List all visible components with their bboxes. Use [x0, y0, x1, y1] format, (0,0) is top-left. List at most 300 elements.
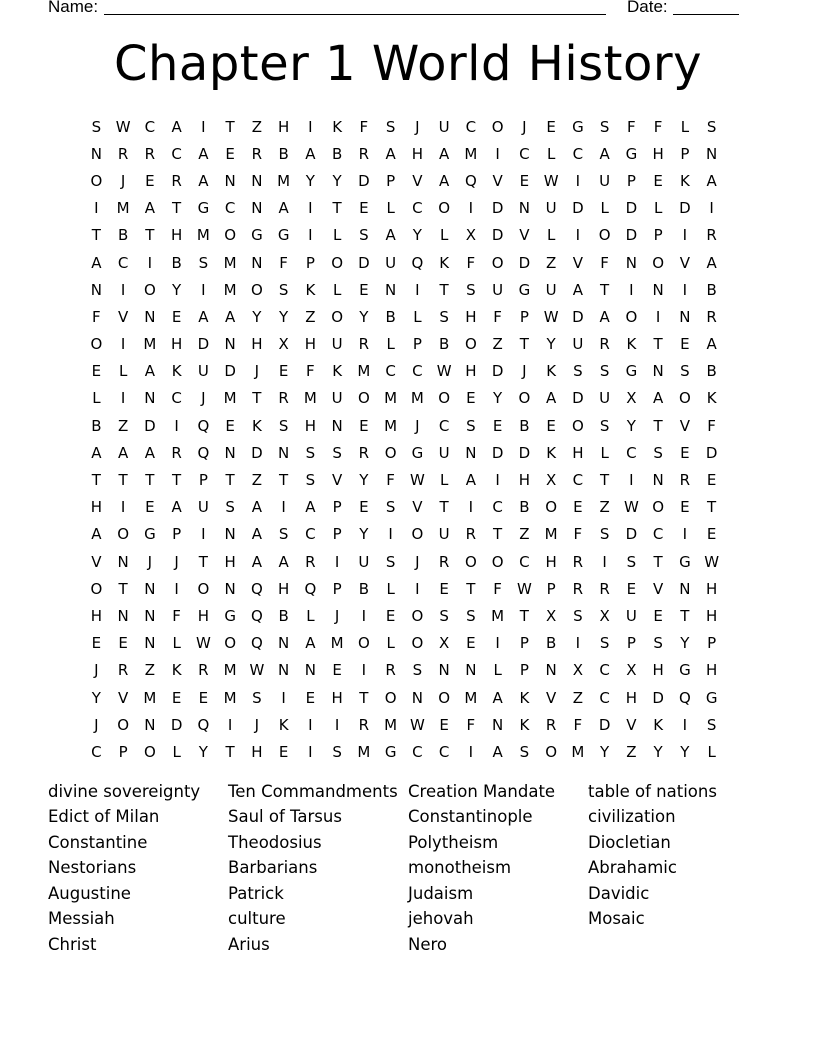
word-item: Nestorians: [48, 858, 137, 878]
grid-letter: I: [415, 579, 420, 598]
grid-letter: I: [468, 199, 474, 218]
grid-letter: E: [706, 525, 717, 544]
word-item: Augustine: [48, 883, 131, 903]
grid-letter: T: [91, 471, 101, 490]
grid-letter: R: [706, 226, 717, 245]
grid-letter: P: [546, 579, 556, 598]
grid-letter: C: [492, 498, 503, 517]
grid-letter: F: [306, 362, 315, 381]
grid-letter: E: [278, 362, 289, 381]
grid-letter: A: [305, 144, 316, 163]
grid-letter: G: [197, 199, 210, 218]
grid-letter: A: [385, 144, 396, 163]
grid-letter: N: [385, 280, 397, 299]
grid-letter: S: [466, 280, 476, 299]
grid-letter: C: [438, 416, 450, 435]
grid-letter: B: [385, 307, 396, 326]
grid-letter: Y: [412, 226, 422, 245]
grid-letter: T: [198, 552, 208, 571]
grid-letter: O: [545, 498, 558, 517]
grid-letter: Y: [91, 688, 101, 707]
grid-letter: F: [466, 253, 476, 272]
grid-letter: R: [358, 715, 370, 734]
grid-letter: T: [332, 199, 342, 218]
word-list-row: [48, 830, 768, 856]
grid-letter: G: [625, 362, 638, 381]
grid-letter: F: [493, 579, 502, 598]
grid-letter: R: [679, 471, 691, 490]
grid-letter: H: [411, 144, 424, 163]
grid-letter: M: [464, 688, 478, 707]
grid-letter: S: [573, 606, 583, 625]
grid-letter: E: [706, 471, 717, 490]
grid-letter: V: [412, 171, 423, 190]
grid-letter: I: [201, 525, 206, 544]
grid-letter: A: [305, 498, 316, 517]
grid-letter: I: [361, 661, 367, 680]
grid-letter: L: [546, 144, 556, 163]
grid-letter: R: [358, 443, 370, 462]
grid-letter: T: [225, 117, 235, 136]
grid-letter: W: [704, 552, 720, 571]
word-item: Edict of Milan: [48, 807, 160, 827]
grid-letter: Q: [464, 171, 477, 190]
grid-letter: T: [439, 498, 449, 517]
grid-letter: V: [679, 253, 690, 272]
grid-letter: B: [117, 226, 129, 245]
grid-letter: E: [626, 579, 637, 598]
grid-letter: H: [331, 688, 343, 707]
grid-letter: O: [545, 742, 558, 761]
grid-letter: D: [144, 416, 156, 435]
grid-letter: V: [492, 171, 503, 190]
grid-letter: N: [652, 362, 664, 381]
grid-letter: Y: [305, 171, 315, 190]
grid-letter: S: [599, 634, 610, 653]
grid-letter: D: [358, 253, 370, 272]
grid-letter: M: [116, 199, 130, 218]
grid-letter: O: [331, 307, 344, 326]
grid-letter: T: [680, 606, 690, 625]
grid-letter: J: [94, 715, 99, 734]
grid-letter: E: [359, 416, 369, 435]
grid-letter: Y: [252, 307, 262, 326]
grid-letter: D: [491, 443, 504, 462]
grid-letter: O: [438, 199, 451, 218]
grid-letter: H: [251, 742, 263, 761]
grid-letter: L: [680, 117, 690, 136]
grid-letter: C: [385, 362, 396, 381]
grid-letter: T: [519, 335, 529, 354]
grid-letter: M: [464, 144, 478, 163]
grid-letter: S: [573, 362, 583, 381]
grid-row: [83, 167, 744, 194]
grid-letter: K: [519, 715, 530, 734]
grid-letter: O: [384, 688, 397, 707]
grid-letter: C: [91, 742, 102, 761]
grid-letter: U: [358, 552, 370, 571]
grid-letter: O: [143, 280, 156, 299]
grid-letter: B: [519, 498, 530, 517]
grid-letter: H: [625, 688, 638, 707]
word-item: Theodosius: [228, 832, 322, 852]
grid-letter: K: [546, 362, 557, 381]
grid-letter: J: [254, 715, 260, 734]
grid-letter: E: [225, 416, 235, 435]
grid-letter: W: [409, 715, 425, 734]
grid-letter: D: [679, 199, 691, 218]
grid-letter: H: [572, 443, 584, 462]
grid-letter: O: [384, 443, 397, 462]
grid-letter: R: [385, 661, 396, 680]
grid-letter: H: [277, 117, 290, 136]
grid-letter: M: [410, 389, 424, 408]
grid-letter: S: [278, 525, 289, 544]
grid-letter: X: [278, 335, 289, 354]
grid-letter: E: [359, 280, 369, 299]
grid-letter: A: [278, 552, 289, 571]
grid-letter: Y: [332, 171, 342, 190]
grid-letter: I: [629, 471, 634, 490]
word-item: monotheism: [408, 858, 512, 878]
grid-letter: S: [385, 498, 396, 517]
grid-letter: T: [225, 742, 235, 761]
grid-letter: O: [357, 634, 370, 653]
grid-letter: R: [251, 144, 263, 163]
grid-letter: Q: [411, 253, 424, 272]
grid-letter: V: [572, 253, 583, 272]
grid-letter: Q: [197, 416, 210, 435]
grid-letter: W: [195, 634, 211, 653]
grid-letter: R: [438, 552, 450, 571]
grid-letter: I: [120, 280, 126, 299]
grid-letter: O: [625, 307, 638, 326]
grid-letter: N: [90, 280, 102, 299]
grid-letter: N: [706, 144, 718, 163]
grid-letter: C: [599, 661, 610, 680]
grid-letter: E: [680, 443, 690, 462]
grid-letter: C: [519, 144, 530, 163]
grid-letter: B: [706, 362, 717, 381]
grid-letter: G: [679, 552, 691, 571]
grid-letter: N: [625, 253, 637, 272]
grid-letter: K: [546, 443, 557, 462]
grid-letter: W: [623, 498, 639, 517]
grid-letter: P: [626, 634, 636, 653]
word-item: civilization: [588, 807, 676, 827]
grid-letter: M: [277, 171, 291, 190]
grid-letter: X: [599, 606, 610, 625]
grid-letter: I: [575, 634, 581, 653]
grid-letter: O: [652, 498, 665, 517]
grid-letter: Y: [279, 307, 289, 326]
grid-letter: N: [411, 688, 423, 707]
grid-row: [83, 303, 744, 330]
grid-letter: T: [600, 471, 610, 490]
grid-letter: I: [388, 525, 393, 544]
grid-letter: C: [438, 742, 450, 761]
grid-letter: G: [224, 606, 236, 625]
grid-letter: D: [197, 335, 210, 354]
grid-letter: R: [358, 335, 370, 354]
grid-row: [83, 602, 744, 629]
grid-letter: S: [278, 416, 289, 435]
grid-letter: Q: [197, 715, 210, 734]
word-list-row: [48, 881, 768, 907]
grid-letter: I: [308, 715, 313, 734]
grid-letter: M: [491, 606, 505, 625]
grid-letter: S: [305, 471, 316, 490]
grid-letter: H: [705, 606, 718, 625]
grid-letter: T: [118, 579, 128, 598]
grid-letter: F: [573, 715, 583, 734]
grid-letter: G: [144, 525, 156, 544]
word-item: Davidic: [588, 883, 650, 903]
grid-letter: O: [90, 171, 103, 190]
grid-letter: N: [518, 199, 530, 218]
grid-letter: O: [411, 525, 424, 544]
grid-letter: M: [384, 715, 398, 734]
grid-letter: G: [518, 280, 531, 299]
grid-letter: A: [706, 171, 717, 190]
grid-letter: Y: [626, 416, 636, 435]
grid-letter: M: [223, 688, 237, 707]
grid-letter: E: [278, 742, 289, 761]
grid-letter: F: [493, 307, 502, 326]
grid-letter: N: [679, 579, 691, 598]
grid-letter: A: [171, 117, 182, 136]
grid-letter: I: [281, 498, 286, 517]
grid-letter: P: [519, 634, 529, 653]
grid-letter: F: [466, 715, 476, 734]
grid-letter: A: [706, 253, 717, 272]
grid-letter: W: [436, 362, 452, 381]
grid-letter: O: [518, 389, 531, 408]
grid-letter: U: [197, 362, 209, 381]
grid-row: [83, 140, 744, 167]
grid-letter: L: [172, 742, 181, 761]
grid-letter: I: [575, 226, 581, 245]
grid-letter: X: [572, 661, 584, 680]
grid-letter: I: [709, 199, 714, 218]
grid-row: [83, 276, 744, 303]
word-item: Creation Mandate: [408, 781, 556, 801]
grid-letter: E: [171, 307, 182, 326]
grid-letter: H: [170, 226, 183, 245]
grid-letter: D: [572, 199, 584, 218]
grid-letter: V: [626, 715, 637, 734]
grid-letter: M: [330, 634, 344, 653]
grid-letter: Y: [600, 742, 610, 761]
grid-letter: D: [224, 362, 236, 381]
grid-letter: R: [572, 552, 584, 571]
word-item: Constantine: [48, 832, 148, 852]
grid-letter: D: [491, 362, 504, 381]
grid-letter: Y: [546, 335, 556, 354]
grid-letter: Y: [198, 742, 208, 761]
grid-letter: B: [171, 253, 182, 272]
grid-letter: I: [120, 389, 126, 408]
grid-letter: I: [227, 715, 233, 734]
grid-letter: U: [385, 253, 397, 272]
grid-letter: C: [305, 525, 316, 544]
grid-letter: Y: [359, 307, 369, 326]
word-item: Mosaic: [588, 909, 645, 929]
grid-letter: P: [626, 171, 636, 190]
grid-letter: P: [680, 144, 690, 163]
grid-letter: J: [415, 416, 420, 435]
grid-letter: M: [357, 742, 371, 761]
grid-letter: M: [223, 253, 237, 272]
grid-letter: D: [598, 715, 611, 734]
name-blank-line: [104, 14, 606, 15]
grid-letter: N: [144, 715, 156, 734]
grid-letter: N: [90, 144, 102, 163]
grid-letter: S: [599, 117, 610, 136]
grid-letter: T: [359, 688, 369, 707]
grid-letter: S: [680, 362, 690, 381]
grid-letter: K: [519, 688, 530, 707]
grid-letter: N: [117, 552, 129, 571]
grid-letter: R: [117, 661, 129, 680]
grid-letter: I: [361, 606, 367, 625]
grid-row: [83, 494, 744, 521]
grid-letter: A: [198, 144, 209, 163]
grid-letter: Z: [626, 742, 637, 761]
grid-letter: J: [201, 389, 206, 408]
grid-letter: M: [223, 661, 237, 680]
grid-letter: P: [707, 634, 717, 653]
grid-letter: S: [305, 443, 316, 462]
grid-letter: L: [600, 443, 609, 462]
grid-letter: V: [652, 579, 664, 598]
grid-letter: O: [224, 226, 237, 245]
grid-letter: Q: [197, 443, 210, 462]
grid-letter: L: [118, 362, 128, 381]
grid-letter: O: [90, 579, 103, 598]
grid-letter: H: [251, 335, 263, 354]
grid-row: [83, 521, 744, 548]
grid-letter: L: [439, 471, 449, 490]
grid-letter: H: [277, 579, 290, 598]
grid-letter: G: [705, 688, 718, 707]
grid-letter: D: [491, 199, 504, 218]
grid-letter: I: [308, 199, 313, 218]
grid-letter: W: [516, 579, 532, 598]
grid-letter: I: [201, 117, 206, 136]
grid-row: [83, 439, 744, 466]
grid-letter: D: [652, 688, 664, 707]
grid-letter: S: [653, 443, 663, 462]
grid-letter: N: [144, 307, 156, 326]
grid-letter: M: [303, 389, 317, 408]
grid-letter: Q: [250, 606, 263, 625]
grid-letter: R: [465, 525, 477, 544]
grid-row: [83, 684, 744, 711]
grid-letter: C: [572, 144, 584, 163]
grid-letter: E: [332, 661, 342, 680]
grid-letter: P: [412, 335, 422, 354]
grid-letter: E: [653, 606, 663, 625]
grid-letter: H: [545, 552, 557, 571]
grid-letter: N: [545, 661, 557, 680]
grid-letter: U: [331, 335, 343, 354]
grid-letter: E: [385, 606, 396, 625]
grid-letter: L: [493, 661, 502, 680]
grid-letter: L: [707, 742, 716, 761]
word-item: Arius: [228, 934, 270, 954]
grid-letter: O: [197, 579, 210, 598]
word-item: Ten Commandments: [228, 781, 398, 801]
grid-letter: N: [652, 280, 664, 299]
grid-letter: U: [331, 389, 343, 408]
grid-letter: C: [652, 525, 664, 544]
grid-letter: I: [682, 280, 688, 299]
grid-letter: H: [90, 498, 103, 517]
grid-letter: P: [519, 661, 529, 680]
grid-letter: S: [653, 634, 663, 653]
grid-letter: O: [438, 389, 451, 408]
grid-letter: Z: [572, 688, 584, 707]
grid-letter: K: [706, 389, 717, 408]
grid-letter: O: [357, 389, 370, 408]
grid-letter: D: [491, 226, 504, 245]
grid-letter: J: [120, 171, 126, 190]
grid-row: [83, 249, 744, 276]
grid-letter: D: [625, 199, 638, 218]
grid-letter: K: [171, 661, 182, 680]
grid-letter: A: [492, 688, 503, 707]
grid-letter: O: [411, 606, 424, 625]
grid-letter: N: [331, 416, 343, 435]
grid-letter: T: [653, 416, 663, 435]
grid-letter: O: [678, 389, 691, 408]
grid-letter: H: [170, 335, 183, 354]
grid-letter: S: [626, 552, 637, 571]
grid-letter: U: [545, 280, 557, 299]
grid-letter: I: [682, 226, 688, 245]
grid-letter: F: [279, 253, 288, 272]
grid-letter: O: [464, 552, 477, 571]
grid-letter: R: [144, 144, 156, 163]
grid-letter: L: [546, 226, 556, 245]
grid-letter: E: [359, 498, 369, 517]
grid-letter: G: [679, 661, 691, 680]
grid-letter: S: [706, 117, 717, 136]
grid-letter: J: [415, 117, 420, 136]
grid-letter: M: [357, 362, 371, 381]
grid-letter: L: [600, 199, 609, 218]
grid-letter: S: [599, 416, 610, 435]
grid-letter: A: [706, 335, 717, 354]
grid-letter: M: [196, 226, 210, 245]
grid-letter: S: [412, 661, 423, 680]
grid-letter: A: [652, 389, 664, 408]
grid-letter: I: [201, 280, 206, 299]
grid-letter: A: [224, 307, 236, 326]
grid-letter: E: [359, 199, 369, 218]
grid-letter: X: [438, 634, 450, 653]
grid-letter: Z: [251, 117, 263, 136]
grid-letter: P: [332, 525, 342, 544]
grid-letter: N: [224, 579, 236, 598]
grid-letter: O: [331, 253, 344, 272]
grid-letter: F: [172, 606, 181, 625]
grid-letter: R: [117, 144, 129, 163]
grid-letter: E: [573, 498, 583, 517]
grid-letter: N: [652, 471, 664, 490]
grid-letter: A: [91, 443, 102, 462]
